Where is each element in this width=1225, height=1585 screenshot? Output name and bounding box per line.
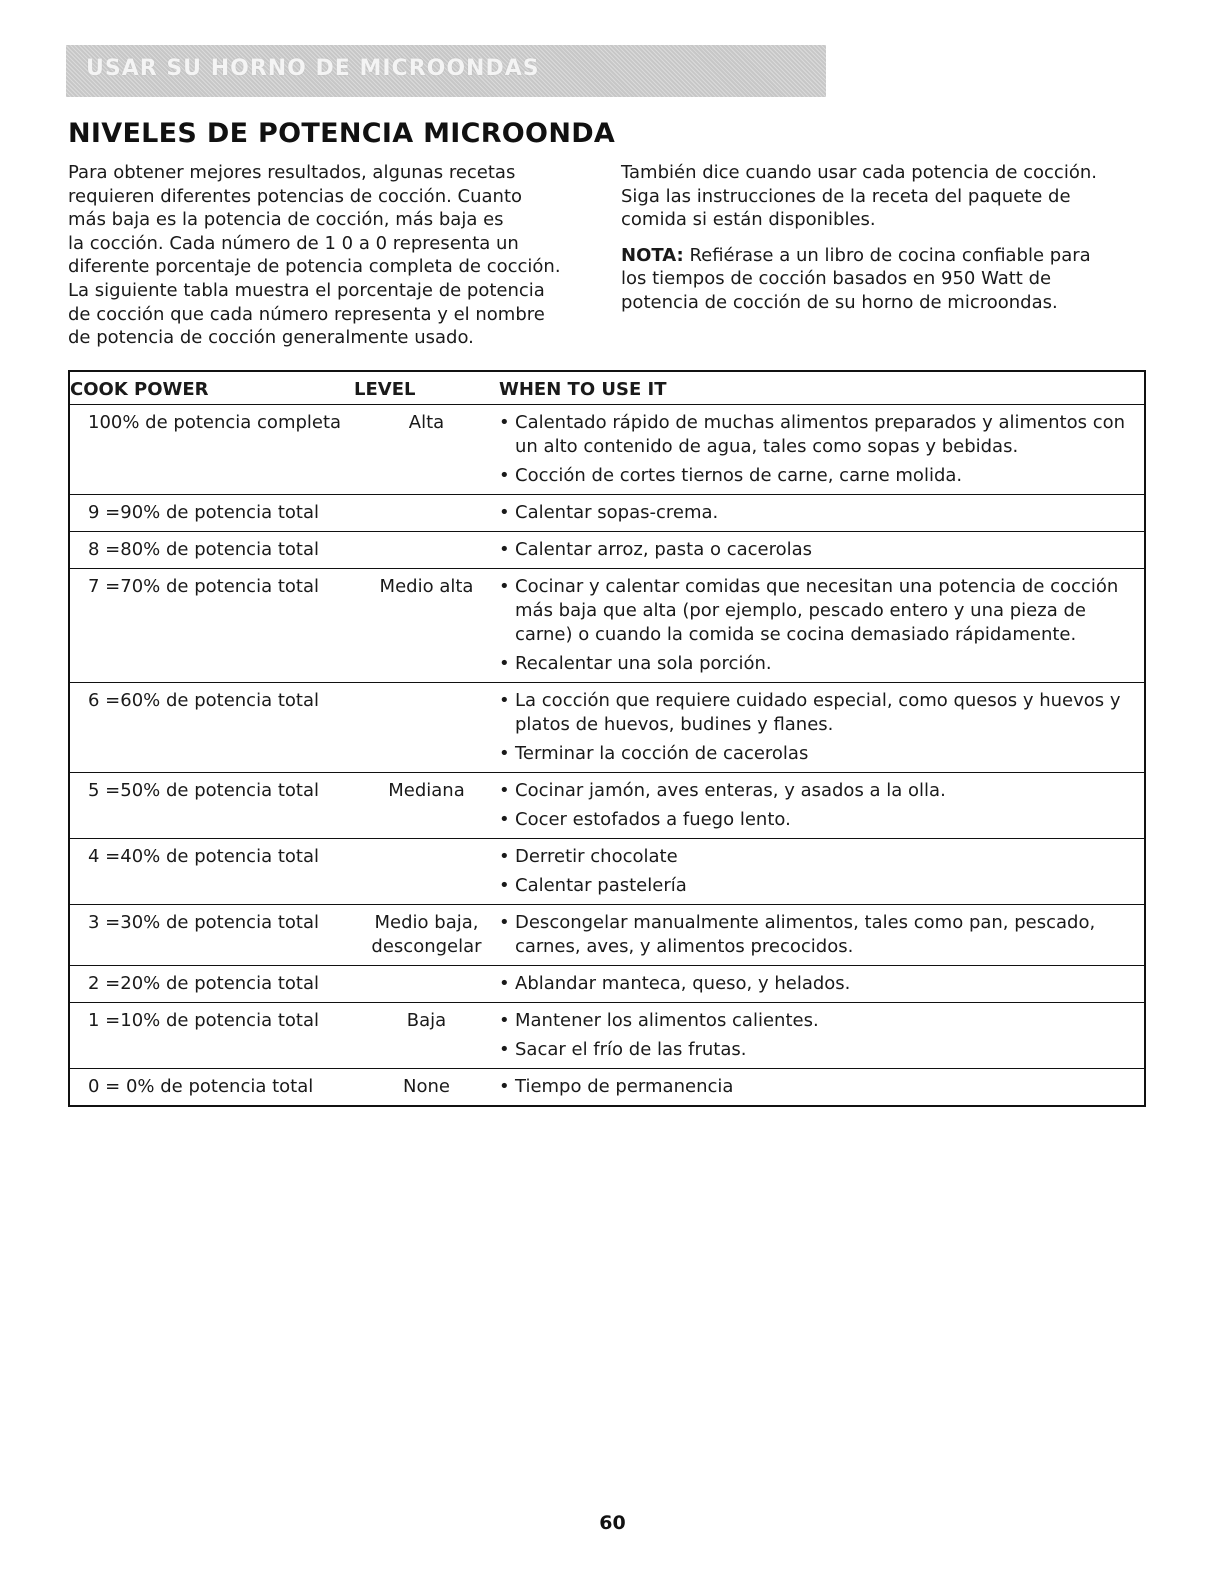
table-row bbox=[69, 966, 1145, 1003]
usage-list bbox=[499, 1009, 1128, 1062]
level-cell: Medio baja, descongelar bbox=[354, 905, 499, 966]
level-cell: Baja bbox=[354, 1003, 499, 1069]
usage-list bbox=[499, 1075, 1128, 1099]
table-row bbox=[69, 569, 1145, 683]
usage-item: • Cocinar y calentar comidas que necesitan una potencia de cocción más baja que alta (por ejemplo, pescado entero y una pieza de carne) o cuando la comida se cocina demasiado rápidamente. bbox=[499, 575, 1128, 647]
when-to-use-cell bbox=[499, 683, 1145, 773]
usage-list bbox=[499, 972, 1128, 996]
level-cell bbox=[354, 683, 499, 773]
usage-item: • Descongelar manualmente alimentos, tales como pan, pescado, carnes, aves, y alimentos precocidos. bbox=[499, 911, 1128, 959]
usage-item: • Calentado rápido de muchas alimentos preparados y alimentos con un alto contenido de agua, tales como sopas y bebidas. bbox=[499, 411, 1128, 459]
text-line: diferente porcentaje de potencia completa de cocción. bbox=[68, 256, 561, 278]
usage-item: • Mantener los alimentos calientes. bbox=[499, 1009, 1128, 1033]
cook-power-cell: 8 =80% de potencia total bbox=[69, 532, 354, 569]
header-cook-power: COOK POWER bbox=[69, 371, 354, 405]
table-row bbox=[69, 405, 1145, 495]
usage-item: • Recalentar una sola porción. bbox=[499, 652, 1128, 676]
usage-list bbox=[499, 575, 1128, 676]
cook-power-cell: 9 =90% de potencia total bbox=[69, 495, 354, 532]
section-banner bbox=[66, 45, 826, 97]
cook-power-cell: 4 =40% de potencia total bbox=[69, 839, 354, 905]
text-line: La siguiente tabla muestra el porcentaje de potencia bbox=[68, 279, 545, 301]
cook-power-cell: 7 =70% de potencia total bbox=[69, 569, 354, 683]
when-to-use-cell bbox=[499, 773, 1145, 839]
when-to-use-cell bbox=[499, 532, 1145, 569]
intro-paragraph-right bbox=[621, 161, 1141, 315]
usage-item: • Cocción de cortes tiernos de carne, carne molida. bbox=[499, 464, 1128, 488]
text-line: Siga las instrucciones de la receta del paquete de bbox=[621, 185, 1071, 207]
usage-list bbox=[499, 845, 1128, 898]
note-line: potencia de cocción de su horno de microondas. bbox=[621, 291, 1058, 313]
usage-list bbox=[499, 689, 1128, 766]
intro-left-text bbox=[68, 161, 608, 350]
usage-list bbox=[499, 538, 1128, 562]
usage-item: • Tiempo de permanencia bbox=[499, 1075, 1128, 1099]
table-row bbox=[69, 532, 1145, 569]
table-row bbox=[69, 495, 1145, 532]
note-label: NOTA: bbox=[621, 244, 684, 266]
text-line: la cocción. Cada número de 1 0 a 0 representa un bbox=[68, 232, 519, 254]
level-cell bbox=[354, 495, 499, 532]
text-line: requieren diferentes potencias de cocción. Cuanto bbox=[68, 185, 523, 207]
usage-list bbox=[499, 411, 1128, 488]
note-line: los tiempos de cocción basados en 950 Watt de bbox=[621, 268, 1052, 290]
page-title: NIVELES DE POTENCIA MICROONDA bbox=[68, 118, 616, 149]
usage-list bbox=[499, 501, 1128, 525]
level-cell: Alta bbox=[354, 405, 499, 495]
cook-power-cell: 0 = 0% de potencia total bbox=[88, 1076, 314, 1097]
banner-title: USAR SU HORNO DE MICROONDAS bbox=[86, 56, 540, 81]
usage-item: • Calentar arroz, pasta o cacerolas bbox=[499, 538, 1128, 562]
when-to-use-cell bbox=[499, 1003, 1145, 1069]
level-cell bbox=[354, 966, 499, 1003]
when-to-use-cell bbox=[499, 905, 1145, 966]
cook-power-cell: 3 =30% de potencia total bbox=[69, 905, 354, 966]
usage-item: • Calentar sopas-crema. bbox=[499, 501, 1128, 525]
level-cell bbox=[354, 839, 499, 905]
cook-power-cell: 100% de potencia completa bbox=[69, 405, 354, 495]
usage-item: • Sacar el frío de las frutas. bbox=[499, 1038, 1128, 1062]
usage-item: • Derretir chocolate bbox=[499, 845, 1128, 869]
usage-list bbox=[499, 911, 1128, 959]
intro-paragraph-left bbox=[68, 161, 608, 350]
note-text bbox=[621, 245, 1141, 315]
table-row bbox=[69, 905, 1145, 966]
when-to-use-cell bbox=[499, 1069, 1145, 1107]
note-paragraph bbox=[621, 244, 1141, 315]
cook-power-cell: 5 =50% de potencia total bbox=[69, 773, 354, 839]
level-cell bbox=[354, 532, 499, 569]
cook-power-cell: 1 =10% de potencia total bbox=[69, 1003, 354, 1069]
when-to-use-cell bbox=[499, 839, 1145, 905]
table-row bbox=[69, 1069, 1145, 1107]
text-line: más baja es la potencia de cocción, más baja es bbox=[68, 209, 504, 231]
table-row bbox=[69, 773, 1145, 839]
when-to-use-cell bbox=[499, 495, 1145, 532]
table-row bbox=[69, 683, 1145, 773]
page-number: 60 bbox=[599, 1512, 626, 1534]
when-to-use-cell bbox=[499, 966, 1145, 1003]
text-line: Para obtener mejores resultados, algunas recetas bbox=[68, 162, 516, 183]
header-when-to-use: WHEN TO USE IT bbox=[499, 371, 1145, 405]
text-line: de potencia de cocción generalmente usado. bbox=[68, 327, 474, 349]
text-line: comida si están disponibles. bbox=[621, 209, 876, 231]
usage-item: • Terminar la cocción de cacerolas bbox=[499, 742, 1128, 766]
usage-list bbox=[499, 779, 1128, 832]
intro-right-text bbox=[621, 161, 1141, 232]
header-level: LEVEL bbox=[354, 371, 499, 405]
usage-item: • Ablandar manteca, queso, y helados. bbox=[499, 972, 1128, 996]
text-line: de cocción que cada número representa y el nombre bbox=[68, 303, 545, 325]
table-row bbox=[69, 839, 1145, 905]
table-row bbox=[69, 1003, 1145, 1069]
level-cell: Medio alta bbox=[354, 569, 499, 683]
table-header-row bbox=[69, 371, 1145, 405]
level-cell: None bbox=[403, 1076, 450, 1097]
note-line: Refiérase a un libro de cocina confiable para bbox=[683, 244, 1091, 266]
level-cell: Mediana bbox=[354, 773, 499, 839]
when-to-use-cell bbox=[499, 569, 1145, 683]
usage-item: • La cocción que requiere cuidado especial, como quesos y huevos y platos de huevos, budines y flanes. bbox=[499, 689, 1128, 737]
usage-item: • Calentar pastelería bbox=[499, 874, 1128, 898]
cook-power-cell: 6 =60% de potencia total bbox=[69, 683, 354, 773]
usage-item: • Cocer estofados a fuego lento. bbox=[499, 808, 1128, 832]
usage-item: • Cocinar jamón, aves enteras, y asados a la olla. bbox=[499, 779, 1128, 803]
when-to-use-cell bbox=[499, 405, 1145, 495]
text-line: También dice cuando usar cada potencia de cocción. bbox=[621, 162, 1097, 183]
cook-power-cell: 2 =20% de potencia total bbox=[69, 966, 354, 1003]
power-levels-table bbox=[68, 370, 1146, 1107]
